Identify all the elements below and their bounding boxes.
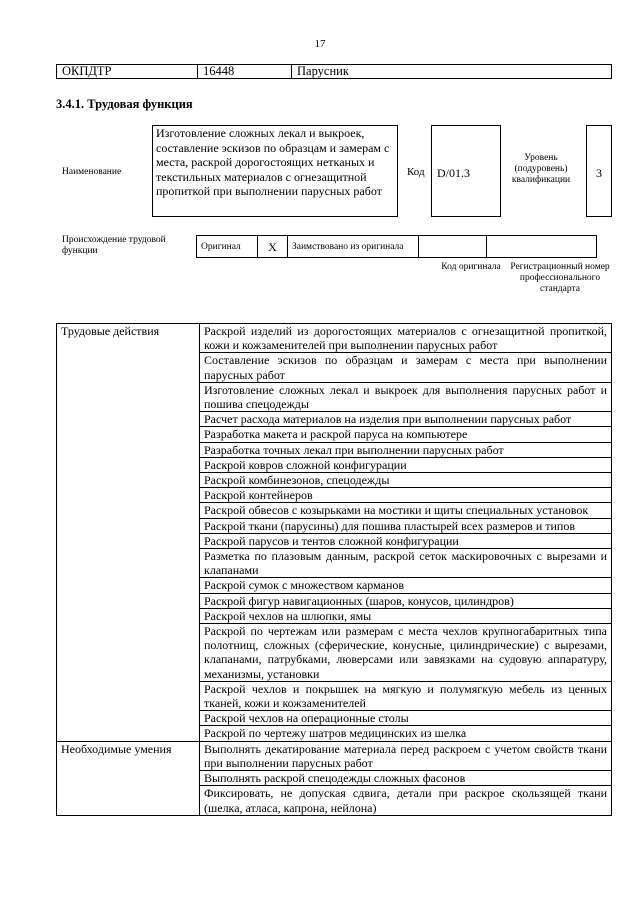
function-name: Изготовление сложных лекал и выкроек, составление эскизов по образцам и замерам с места, раскрой дорогостоящих нетканых и текстильных материалов с огнезащитной пропиткой при выполнении парусных работ <box>152 125 398 217</box>
function-details-table <box>56 323 612 816</box>
original-code-cell <box>419 236 487 258</box>
item-cell: Раскрой изделий из дорогостоящих материалов с огнезащитной пропиткой, кожи и кожзаменителей при выполнении парусных работ <box>200 324 612 353</box>
item-cell: Раскрой обвесов с козырьками на мостики и щиты специальных установок <box>200 503 612 518</box>
item-cell: Разметка по плазовым данным, раскрой сеток маскировочных с вырезами и клапанами <box>200 549 612 578</box>
code-label: Код <box>407 166 425 178</box>
item-cell: Раскрой чехлов на операционные столы <box>200 711 612 726</box>
item-cell: Выполнять раскрой спецодежды сложных фасонов <box>200 771 612 786</box>
item-cell: Раскрой фигур навигационных (шаров, конусов, цилиндров) <box>200 593 612 608</box>
item-cell: Составление эскизов по образцам и замерам с места при выполнении парусных работ <box>200 353 612 382</box>
okpdtr-table <box>56 64 612 79</box>
original-mark: X <box>258 236 288 258</box>
okpdtr-code: 16448 <box>198 65 292 79</box>
item-cell: Расчет расхода материалов на изделия при выполнении парусных работ <box>200 412 612 427</box>
code-caption: Код оригинала <box>441 262 501 272</box>
borrowed-label: Заимствовано из оригинала <box>288 236 419 258</box>
name-label: Наименование <box>62 167 122 177</box>
original-label: Оригинал <box>197 236 258 258</box>
function-code: D/01.3 <box>431 125 501 217</box>
category-cell: Необходимые умения <box>57 741 200 815</box>
category-cell: Трудовые действия <box>57 324 200 742</box>
origin-table <box>196 235 597 258</box>
okpdtr-label: ОКПДТР <box>57 65 198 79</box>
item-cell: Выполнять декатирование материала перед раскроем с учетом свойств ткани при выполнении парусных работ <box>200 741 612 770</box>
item-cell: Раскрой комбинезонов, спецодежды <box>200 473 612 488</box>
item-cell: Раскрой парусов и тентов сложной конфигурации <box>200 533 612 548</box>
item-cell: Фиксировать, не допуская сдвига, детали при раскрое скользящей ткани (шелка, атласа, капрона, нейлона) <box>200 786 612 815</box>
item-cell: Изготовление сложных лекал и выкроек для выполнения парусных работ и пошива спецодежды <box>200 382 612 411</box>
qualification-level: 3 <box>586 125 612 217</box>
page-number: 17 <box>314 38 326 50</box>
section-heading: 3.4.1. Трудовая функция <box>56 97 193 111</box>
item-cell: Раскрой по чертежу шатров медицинских из шелка <box>200 726 612 741</box>
item-cell: Раскрой контейнеров <box>200 488 612 503</box>
reg-caption: Регистрационный номер профессионального стандарта <box>510 262 610 294</box>
reg-number-cell <box>487 236 597 258</box>
table-row <box>57 324 612 353</box>
table-row <box>57 741 612 770</box>
item-cell: Раскрой чехлов на шлюпки, ямы <box>200 608 612 623</box>
okpdtr-name: Парусник <box>292 65 612 79</box>
level-label: Уровень (подуровень) квалификации <box>511 153 571 185</box>
item-cell: Раскрой ткани (парусины) для пошива пластырей всех размеров и типов <box>200 518 612 533</box>
item-cell: Раскрой чехлов и покрышек на мягкую и полумягкую мебель из ценных тканей, кожи и кожзаменителей <box>200 681 612 710</box>
item-cell: Разработка точных лекал при выполнении парусных работ <box>200 442 612 457</box>
item-cell: Раскрой ковров сложной конфигурации <box>200 457 612 472</box>
origin-label: Происхождение трудовой функции <box>62 235 166 256</box>
item-cell: Раскрой сумок с множеством карманов <box>200 578 612 593</box>
item-cell: Раскрой по чертежам или размерам с места чехлов крупногабаритных типа полотнищ, сложных (сферические, конусные, цилиндрические) с вырезами, клапанами, патрубками, люверсами или завязками на судовую аппаратуру, механизмы, установки <box>200 624 612 682</box>
item-cell: Разработка макета и раскрой паруса на компьютере <box>200 427 612 442</box>
